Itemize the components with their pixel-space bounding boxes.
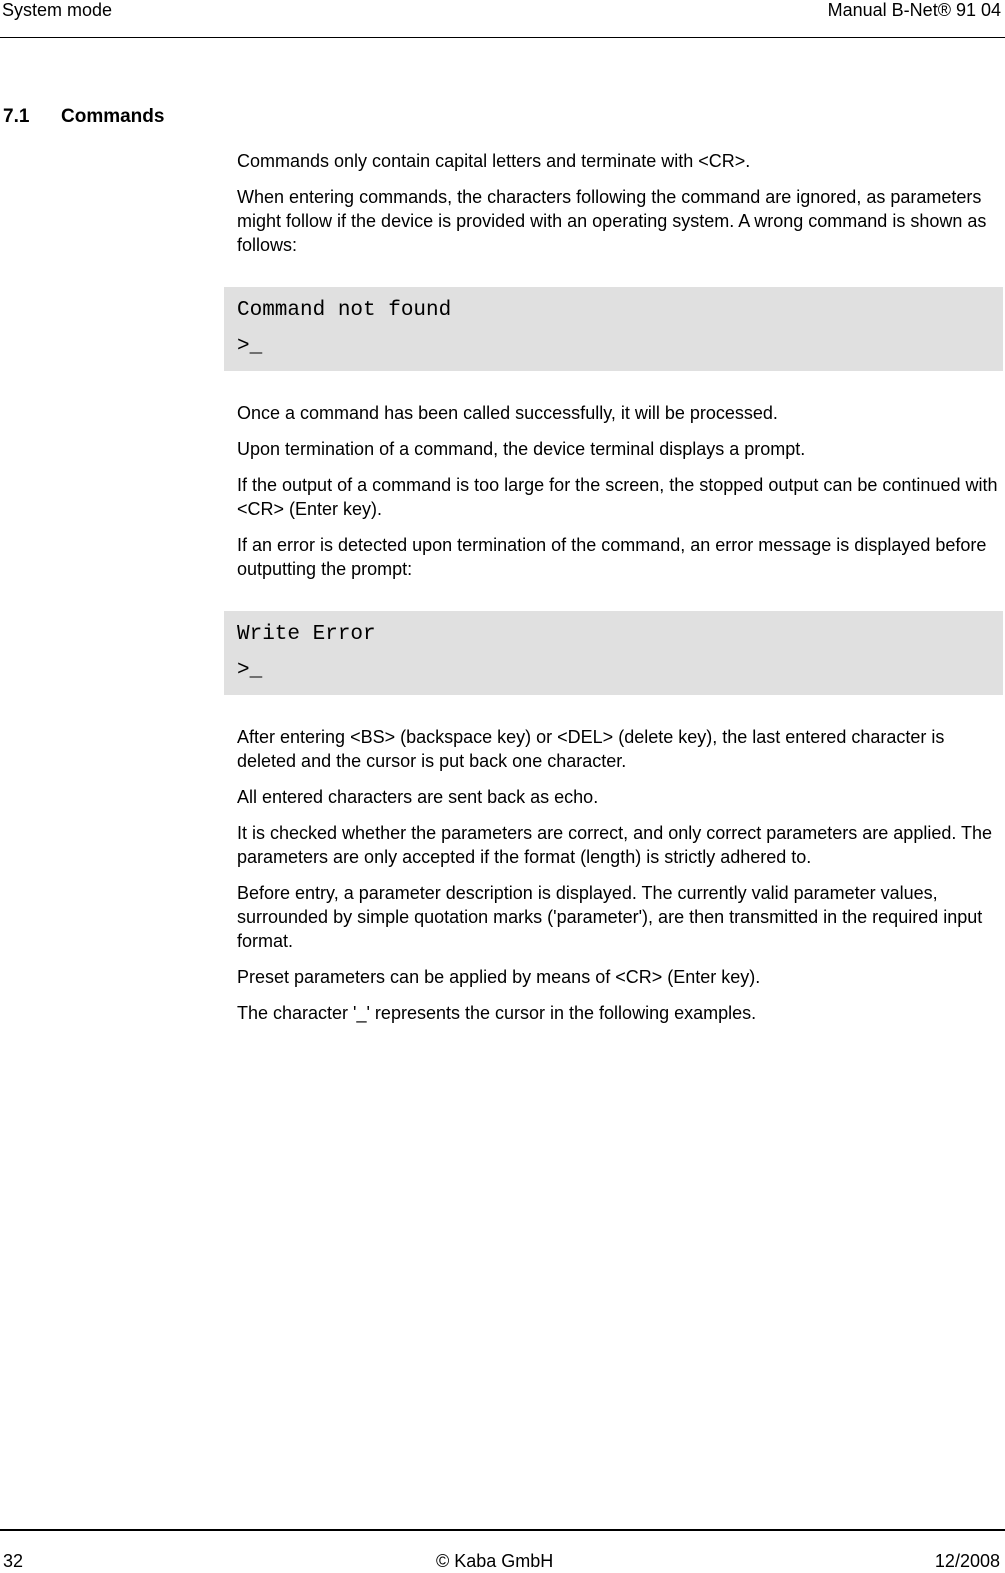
paragraph: The character '_' represents the cursor in the following examples. bbox=[237, 1003, 757, 1023]
paragraph: It is checked whether the parameters are correct, and only correct parameters are applied. The parameters are only accepted if the format (length) is strictly adhered to. bbox=[237, 823, 993, 867]
code-line: Write Error bbox=[237, 623, 376, 646]
paragraph: Commands only contain capital letters and terminate with <CR>. bbox=[237, 151, 751, 171]
code-example-command-not-found bbox=[224, 287, 1003, 371]
paragraph: If the output of a command is too large for the screen, the stopped output can be continued with <CR> (Enter key). bbox=[237, 475, 998, 519]
paragraph: Once a command has been called successfully, it will be processed. bbox=[237, 403, 778, 423]
paragraph: All entered characters are sent back as echo. bbox=[237, 787, 599, 807]
paragraph: After entering <BS> (backspace key) or <DEL> (delete key), the last entered character is deleted and the cursor is put back one character. bbox=[237, 727, 945, 771]
paragraph: Before entry, a parameter description is displayed. The currently valid parameter values, surrounded by simple quotation marks ('parameter'), are then transmitted in the required input format. bbox=[237, 883, 983, 951]
code-line: Command not found bbox=[237, 299, 452, 322]
prompt-line: >_ bbox=[237, 659, 263, 682]
paragraph: If an error is detected upon termination of the command, an error message is displayed before outputting the prompt: bbox=[237, 535, 987, 579]
section-title: Commands bbox=[61, 106, 165, 127]
body-content bbox=[237, 149, 1005, 1037]
manual-title: Manual B-Net® 91 04 bbox=[827, 0, 1001, 20]
section-number: 7.1 bbox=[3, 106, 30, 127]
code-example-write-error bbox=[224, 611, 1003, 695]
page-number: 32 bbox=[3, 1551, 24, 1571]
section-heading bbox=[3, 105, 164, 129]
prompt-line: >_ bbox=[237, 335, 263, 358]
page-footer bbox=[0, 1529, 1005, 1573]
paragraph: Preset parameters can be applied by means of <CR> (Enter key). bbox=[237, 967, 761, 987]
page-header bbox=[0, 0, 1005, 38]
chapter-title: System mode bbox=[2, 0, 113, 20]
paragraph: When entering commands, the characters following the command are ignored, as parameters might follow if the device is provided with an operating system. A wrong command is shown as follows: bbox=[237, 187, 987, 255]
paragraph: Upon termination of a command, the device terminal displays a prompt. bbox=[237, 439, 806, 459]
copyright-notice: © Kaba GmbH bbox=[436, 1551, 554, 1571]
publication-date: 12/2008 bbox=[934, 1551, 1000, 1571]
